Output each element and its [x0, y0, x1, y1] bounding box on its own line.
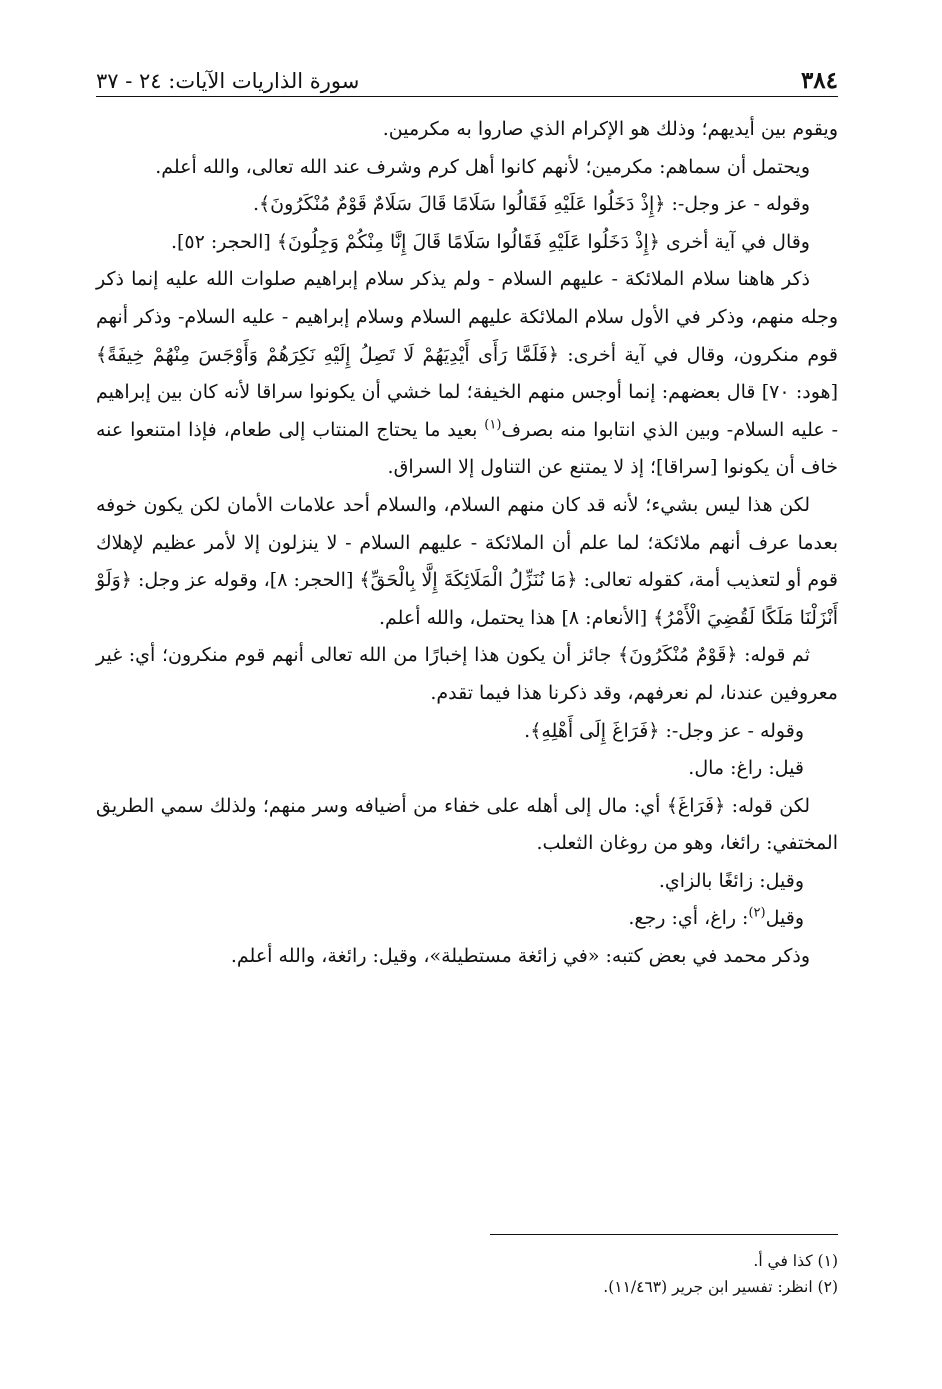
paragraph: وقيل$^{(٢)}$: راغ، أي: رجع.	[628, 906, 804, 930]
paragraph: وقيل: زائغًا بالزاي.	[658, 869, 804, 892]
paragraph: لكن هذا ليس بشيء؛ لأنه قد كان منهم السلام، والسلام أحد علامات الأمان لكن يكون خوفه بعدما عرف أنهم ملائكة؛ لما علم أن الملائكة - عليهم السلام - لا ينزلون إلا لأمر عظيم لإهلاك قوم أو لتعذيب أمة، كقوله تعالى: ﴿مَا نُنَزِّلُ الْمَلَائِكَةَ إِلَّا بِالْحَقِّ﴾ [الحجر: ٨]، وقوله عز وجل: ﴿وَلَوْ أَنْزَلْنَا مَلَكًا لَقُضِيَ الْأَمْرُ﴾ [الأنعام: ٨] هذا يحتمل، والله أعلم.	[96, 493, 838, 629]
paragraph: وقوله - عز وجل-: ﴿فَرَاغَ إِلَى أَهْلِهِ﴾.	[524, 719, 804, 742]
paragraph: ذكر هاهنا سلام الملائكة - عليهم السلام - ولم يذكر سلام إبراهيم صلوات الله عليه إنما ذكر وجله منهم، وذكر في الأول سلام الملائكة عليهم السلام وسلام إبراهيم - عليه السلام- وذكر أنهم قوم منكرون، وقال في آية أخرى: ﴿فَلَمَّا رَأَى أَيْدِيَهُمْ لَا تَصِلُ إِلَيْهِ نَكِرَهُمْ وَأَوْجَسَ مِنْهُمْ خِيفَةً﴾ [هود: ٧٠] قال بعضهم: إنما أوجس منهم الخيفة؛ لما خشي أن يكونوا سراقا لأنه كان بين إبراهيم - عليه السلام- وبين الذي انتابوا منه بصرف$^{(١)}$ بعيد ما يحتاج المنتاب إلى طعام، فإذا امتنعوا عنه خاف أن يكونوا [سراقا]؛ إذ لا يمتنع عن التناول إلا السراق.	[96, 268, 838, 479]
footnote-marker: (١)	[484, 417, 502, 433]
footnote-divider	[490, 1234, 838, 1235]
paragraph: ويحتمل أن سماهم: مكرمين؛ لأنهم كانوا أهل كرم وشرف عند الله تعالى، والله أعلم.	[155, 155, 810, 178]
footnote: (٢) انظر: تفسير ابن جرير (١١/٤٦٣).	[603, 1278, 838, 1296]
page-number: ٣٨٤	[800, 67, 838, 94]
paragraph: قيل: راغ: مال.	[688, 757, 804, 780]
surah-title: سورة الذاريات الآيات: ٢٤ - ٣٧	[96, 69, 360, 93]
paragraph: ثم قوله: ﴿قَوْمٌ مُنْكَرُونَ﴾ جائز أن يكون هذا إخبارًا من الله تعالى أنهم قوم منكرون؛ أي: غير معروفين عندنا، لم نعرفهم، وقد ذكرنا هذا فيما تقدم.	[96, 644, 838, 704]
paragraph: وقوله - عز وجل-: ﴿إِذْ دَخَلُوا عَلَيْهِ فَقَالُوا سَلَامًا قَالَ سَلَامٌ قَوْمٌ مُنْكَرُونَ﴾.	[252, 193, 810, 216]
paragraph: ويقوم بين أيديهم؛ وذلك هو الإكرام الذي صاروا به مكرمين.	[382, 118, 838, 140]
footnote: (١) كذا في أ.	[753, 1252, 838, 1270]
paragraph: وقال في آية أخرى ﴿إِذْ دَخَلُوا عَلَيْهِ فَقَالُوا سَلَامًا قَالَ إِنَّا مِنْكُمْ وَجِلُونَ﴾ [الحجر: ٥٢].	[170, 230, 810, 253]
footnotes	[96, 1248, 838, 1300]
paragraph: لكن قوله: ﴿فَرَاغَ﴾ أي: مال إلى أهله على خفاء من أضيافه وسر منهم؛ ولذلك سمي الطريق المختفي: رائغا، وهو من روغان الثعلب.	[96, 794, 838, 855]
book-page	[96, 58, 838, 1358]
running-head	[96, 58, 838, 97]
footnote-marker: (٢)	[748, 906, 766, 922]
body-text	[96, 111, 838, 976]
paragraph: وذكر محمد في بعض كتبه: «في زائغة مستطيلة»، وقيل: رائغة، والله أعلم.	[230, 945, 810, 968]
